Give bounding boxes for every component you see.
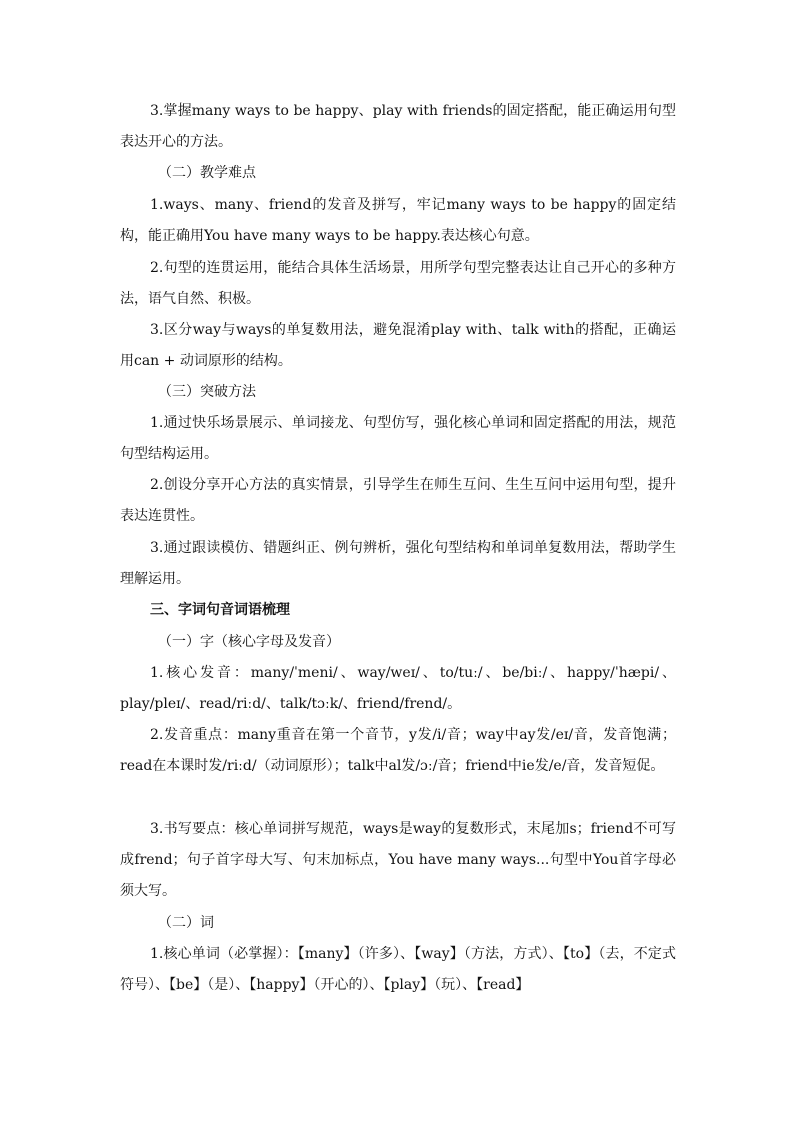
heading-teaching-difficulties: （二）教学难点: [158, 165, 256, 181]
heading-core-letters: （一）字（核心字母及发音）: [158, 634, 340, 650]
paragraph-core-words: 1.核心单词（必掌握）：【many】（许多）、【way】（方法，方式）、【to】（去，不定式符号）、【be】（是）、【happy】（开心的）、【play】（玩）、【read】: [120, 946, 676, 993]
paragraph-method-1: 1.通过快乐场景展示、单词接龙、句型仿写，强化核心单词和固定搭配的用法，规范句型结构运用。: [120, 415, 676, 462]
paragraph-core-pronunciation: 1.核心发音：many/ˈmeni/、way/weɪ/、to/tuː/、be/biː/、happy/ˈhæpi/、play/pleɪ/、read/riːd/、talk/tɔːk/、friend/frend/。: [120, 665, 676, 712]
paragraph-objective-3: 3.掌握many ways to be happy、play with friends的固定搭配，能正确运用句型表达开心的方法。: [120, 103, 676, 150]
paragraph-writing-points: 3.书写要点：核心单词拼写规范，ways是way的复数形式，末尾加s；friend不可写成frend；句子首字母大写、句末加标点，You have many ways...句型中You首字母必须大写。: [120, 821, 676, 899]
paragraph-method-3: 3.通过跟读模仿、错题纠正、例句辨析，强化句型结构和单词单复数用法，帮助学生理解运用。: [120, 540, 676, 587]
heading-words: （二）词: [158, 915, 214, 931]
section-heading-vocabulary: 三、字词句音词语梳理: [150, 602, 290, 618]
heading-breakthrough-methods: （三）突破方法: [158, 384, 256, 400]
paragraph-method-2: 2.创设分享开心方法的真实情景，引导学生在师生互问、生生互问中运用句型，提升表达连贯性。: [120, 477, 676, 524]
paragraph-difficulty-3: 3.区分way与ways的单复数用法，避免混淆play with、talk with的搭配，正确运用can + 动词原形的结构。: [120, 322, 676, 369]
paragraph-difficulty-2: 2.句型的连贯运用，能结合具体生活场景，用所学句型完整表达让自己开心的多种方法，语气自然、积极。: [120, 260, 676, 307]
paragraph-pronunciation-focus: 2.发音重点：many重音在第一个音节，y发/i/音；way中ay发/eɪ/音，发音饱满；read在本课时发/riːd/（动词原形）；talk中al发/ɔː/音；friend中ie发/e/音，发音短促。: [120, 727, 676, 774]
paragraph-difficulty-1: 1.ways、many、friend的发音及拼写，牢记many ways to be happy的固定结构，能正确用You have many ways to be happy.表达核心句意。: [120, 197, 676, 244]
